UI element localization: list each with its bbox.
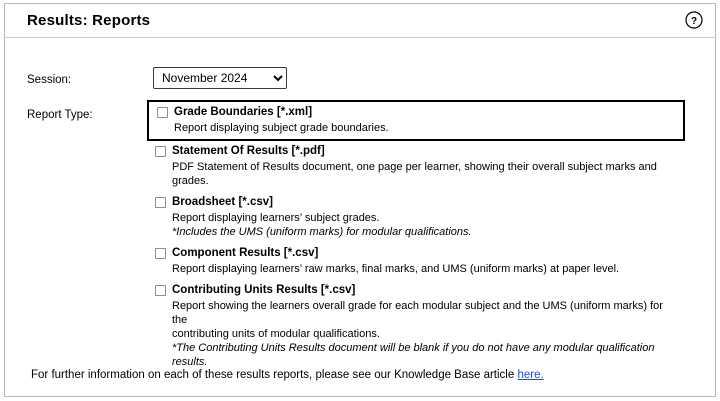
checkbox-broadsheet[interactable] <box>155 197 166 208</box>
checkbox-component-results[interactable] <box>155 248 166 259</box>
knowledge-base-link[interactable]: here. <box>517 369 544 381</box>
footer-note <box>31 369 544 381</box>
panel-border <box>4 3 716 397</box>
report-option-desc-line: Report showing the learners overall grade for each modular subject and the UMS (uniform marks) for the <box>172 300 663 326</box>
report-option-header <box>155 196 679 209</box>
report-option-broadsheet[interactable] <box>147 192 685 243</box>
help-circle-icon[interactable] <box>685 11 703 29</box>
report-option-desc-line: Report displaying learners’ subject grades. <box>172 212 380 224</box>
report-option-header <box>157 106 677 119</box>
checkbox-contributing-units-results[interactable] <box>155 285 166 296</box>
report-option-desc-note: *The Contributing Units Results document will be blank if you do not have any modular qualification results. <box>172 342 655 368</box>
report-option-statement-of-results[interactable] <box>147 141 685 192</box>
checkbox-statement-of-results[interactable] <box>155 146 166 157</box>
report-option-grade-boundaries[interactable] <box>147 100 685 141</box>
form-content <box>5 38 715 397</box>
report-option-desc-line: Report displaying learners’ raw marks, final marks, and UMS (uniform marks) at paper level. <box>172 263 620 275</box>
report-type-options <box>147 100 685 373</box>
report-option-header <box>155 247 679 260</box>
session-select[interactable] <box>153 67 287 89</box>
report-option-description <box>172 160 679 188</box>
report-option-description <box>174 121 677 135</box>
report-option-desc-note: *Includes the UMS (uniform marks) for modular qualifications. <box>172 226 472 238</box>
report-option-title: Contributing Units Results [*.csv] <box>172 284 356 296</box>
report-option-title: Grade Boundaries [*.xml] <box>174 106 313 118</box>
report-option-desc-line: contributing units of modular qualifications. <box>172 328 380 340</box>
footer-note-text: For further information on each of these results reports, please see our Knowledge Base article <box>31 369 518 381</box>
report-option-description <box>172 211 679 239</box>
title-bar <box>5 4 715 38</box>
report-option-header <box>155 145 679 158</box>
report-option-desc-line: PDF Statement of Results document, one page per learner, showing their overall subject marks and grades. <box>172 161 657 187</box>
report-option-contributing-units-results[interactable] <box>147 280 685 373</box>
report-option-component-results[interactable] <box>147 243 685 280</box>
report-option-description <box>172 299 679 369</box>
report-option-title: Broadsheet [*.csv] <box>172 196 273 208</box>
report-option-description <box>172 262 679 276</box>
report-option-title: Component Results [*.csv] <box>172 247 319 259</box>
report-option-header <box>155 284 679 297</box>
report-option-title: Statement Of Results [*.pdf] <box>172 145 325 157</box>
session-label: Session: <box>27 74 72 86</box>
svg-text:?: ? <box>690 16 698 27</box>
report-option-desc-line: Report displaying subject grade boundaries. <box>174 122 389 134</box>
report-type-label: Report Type: <box>27 109 93 121</box>
page-title: Results: Reports <box>27 12 151 29</box>
session-select-wrap <box>153 67 287 89</box>
checkbox-grade-boundaries[interactable] <box>157 107 168 118</box>
